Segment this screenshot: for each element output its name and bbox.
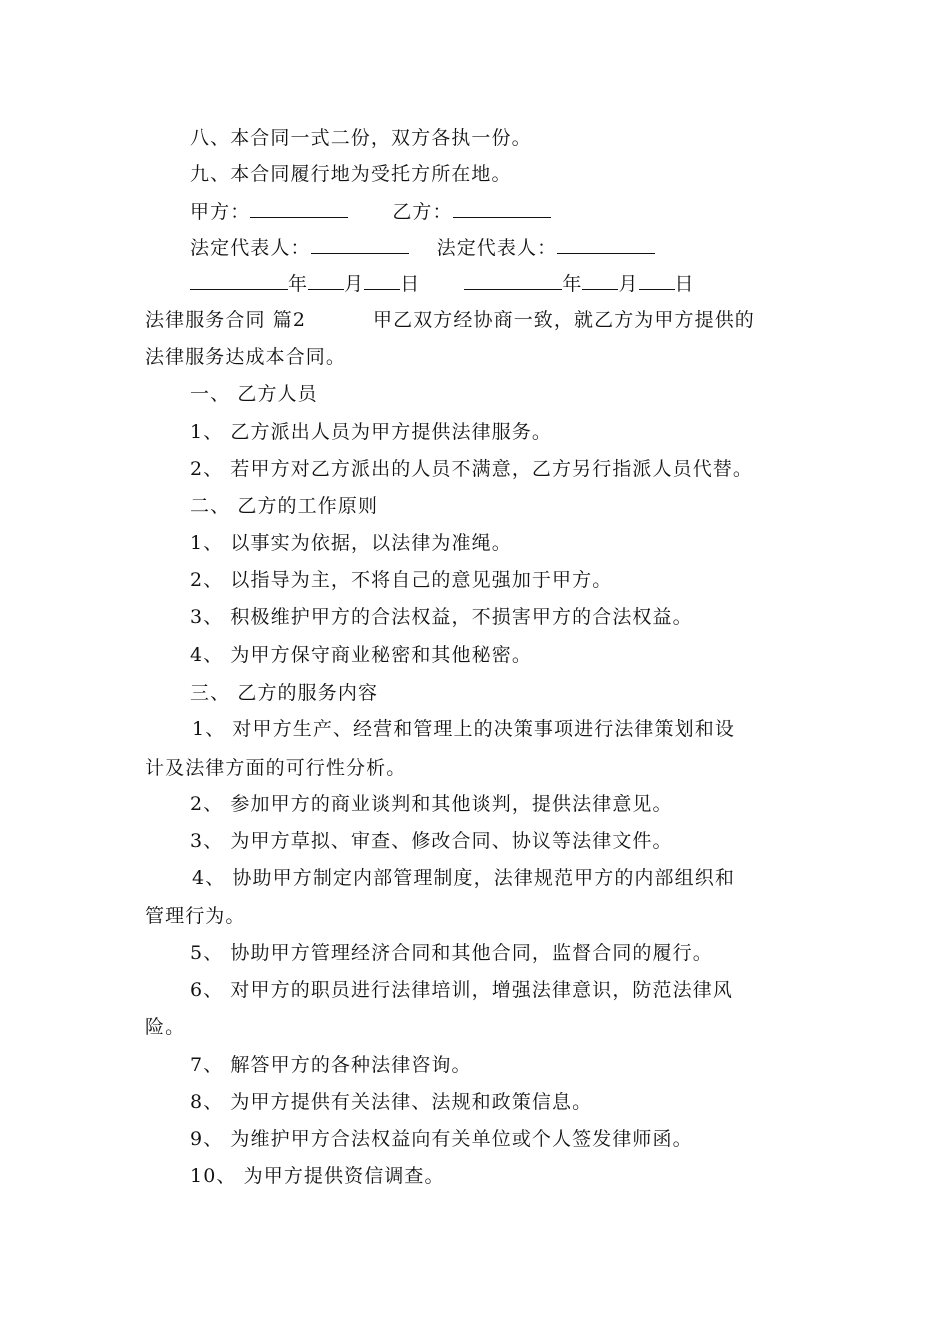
party-b-blank <box>453 199 551 218</box>
date-b-year-label: 年 <box>562 273 583 295</box>
part-2-item-2: 2、 以指导为主，不将自己的意见强加于甲方。 <box>190 569 613 591</box>
party-b-label: 乙方： <box>392 201 453 223</box>
date-a-day-label: 日 <box>400 273 421 295</box>
part-3-item-8: 8、 为甲方提供有关法律、法规和政策信息。 <box>190 1091 593 1113</box>
date-b-month-label: 月 <box>618 273 639 295</box>
section-2-intro-continued: 法律服务达成本合同。 <box>145 346 347 368</box>
signature-representatives-line <box>190 235 655 260</box>
part-3-item-10: 10、 为甲方提供资信调查。 <box>190 1165 445 1187</box>
section-2-heading: 法律服务合同 篇2 <box>145 309 307 331</box>
part-3-item-2: 2、 参加甲方的商业谈判和其他谈判，提供法律意见。 <box>190 793 673 815</box>
rep-a-blank <box>311 235 409 254</box>
part-1-title: 一、 乙方人员 <box>190 383 318 405</box>
part-3-item-5: 5、 协助甲方管理经济合同和其他合同，监督合同的履行。 <box>190 942 713 964</box>
section-2-intro: 甲乙双方经协商一致，就乙方为甲方提供的 <box>373 309 755 331</box>
date-b-day-blank <box>639 271 675 290</box>
date-a-month-label: 月 <box>344 273 365 295</box>
party-a-blank <box>250 199 348 218</box>
clause-9: 九、本合同履行地为受托方所在地。 <box>190 163 512 185</box>
part-2-item-4: 4、 为甲方保守商业秘密和其他秘密。 <box>190 644 532 666</box>
part-2-item-1: 1、 以事实为依据，以法律为准绳。 <box>190 532 512 554</box>
date-b-day-label: 日 <box>674 273 695 295</box>
rep-b-blank <box>557 235 655 254</box>
rep-b-label: 法定代表人： <box>436 237 558 259</box>
date-b-year-blank <box>464 271 562 290</box>
part-3-item-4: 4、 协助甲方制定内部管理制度，法律规范甲方的内部组织和 <box>192 867 735 889</box>
date-a-day-blank <box>364 271 400 290</box>
part-2-item-3: 3、 积极维护甲方的合法权益，不损害甲方的合法权益。 <box>190 606 693 628</box>
part-3-item-1-continued: 计及法律方面的可行性分析。 <box>145 757 407 779</box>
date-a-year-label: 年 <box>288 273 309 295</box>
part-2-title: 二、 乙方的工作原则 <box>190 495 379 517</box>
part-3-item-6-continued: 险。 <box>145 1016 186 1038</box>
part-3-item-4-continued: 管理行为。 <box>145 905 246 927</box>
part-3-item-7: 7、 解答甲方的各种法律咨询。 <box>190 1054 472 1076</box>
signature-parties-line <box>190 199 551 224</box>
rep-a-label: 法定代表人： <box>190 237 311 259</box>
part-1-item-2: 2、 若甲方对乙方派出的人员不满意，乙方另行指派人员代替。 <box>190 458 754 480</box>
signature-dates-line <box>190 271 695 296</box>
part-3-item-1: 1、 对甲方生产、经营和管理上的决策事项进行法律策划和设 <box>192 718 735 740</box>
clause-8: 八、本合同一式二份，双方各执一份。 <box>190 127 532 149</box>
party-a-label: 甲方： <box>190 201 251 223</box>
date-a-month-blank <box>308 271 344 290</box>
part-3-title: 三、 乙方的服务内容 <box>190 682 379 704</box>
part-3-item-6: 6、 对甲方的职员进行法律培训，增强法律意识，防范法律风 <box>190 979 733 1001</box>
part-1-item-1: 1、 乙方派出人员为甲方提供法律服务。 <box>190 421 553 443</box>
date-b-month-blank <box>582 271 618 290</box>
date-a-year-blank <box>190 271 288 290</box>
part-3-item-3: 3、 为甲方草拟、审查、修改合同、协议等法律文件。 <box>190 830 673 852</box>
part-3-item-9: 9、 为维护甲方合法权益向有关单位或个人签发律师函。 <box>190 1128 693 1150</box>
